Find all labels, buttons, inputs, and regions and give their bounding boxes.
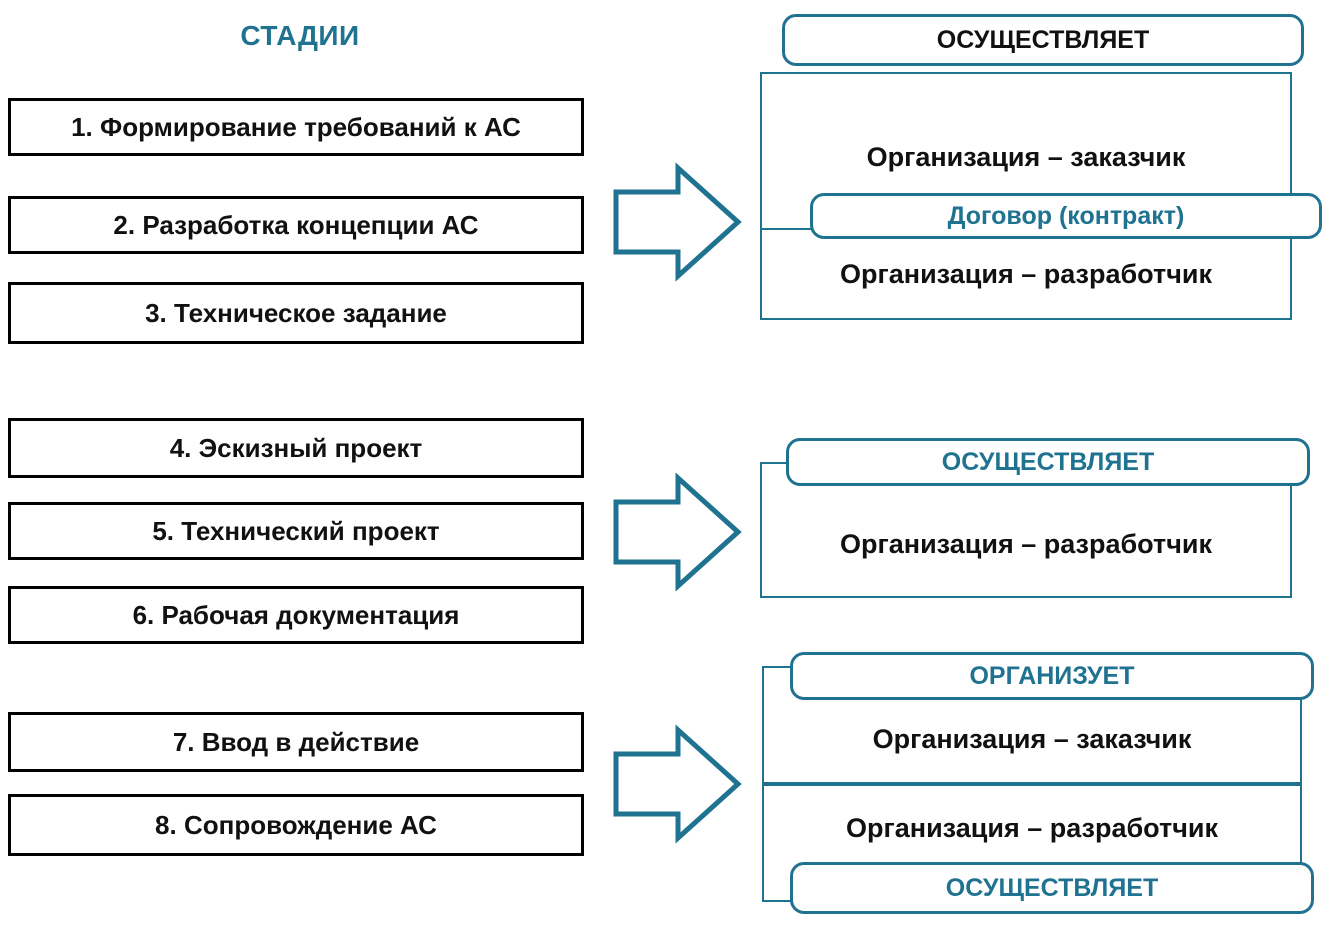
group-1-org-label-2: Организация – разработчик xyxy=(840,258,1212,289)
group-2-action-top-label: ОСУЩЕСТВЛЯЕТ xyxy=(941,447,1155,476)
stage-box-6[interactable] xyxy=(8,586,584,644)
stage-label-5: 5. Технический проект xyxy=(152,515,440,546)
stage-label-4: 4. Эскизный проект xyxy=(169,432,423,463)
stage-box-2[interactable] xyxy=(8,196,584,254)
group-1-contract-label: Договор (контракт) xyxy=(947,201,1185,230)
stage-box-3[interactable] xyxy=(8,282,584,344)
group-1-action-top-label: ОСУЩЕСТВЛЯЕТ xyxy=(936,25,1150,54)
right-arrow-icon-3 xyxy=(612,724,742,844)
stage-box-4[interactable] xyxy=(8,418,584,478)
group-3-action-bottom[interactable] xyxy=(790,862,1314,914)
stage-label-3: 3. Техническое задание xyxy=(145,297,447,328)
stage-box-8[interactable] xyxy=(8,794,584,856)
stage-label-6: 6. Рабочая документация xyxy=(132,599,460,630)
stage-box-1[interactable] xyxy=(8,98,584,156)
right-arrow-icon-2 xyxy=(612,472,742,592)
stage-box-7[interactable] xyxy=(8,712,584,772)
group-3-action-bottom-label: ОСУЩЕСТВЛЯЕТ xyxy=(945,873,1159,902)
group-3-org-label-1: Организация – заказчик xyxy=(872,723,1192,754)
group-1-action-top[interactable] xyxy=(782,14,1304,66)
stage-box-5[interactable] xyxy=(8,502,584,560)
stage-label-8: 8. Сопровождение АС xyxy=(155,809,437,840)
group-3-org-label-2: Организация – разработчик xyxy=(846,812,1218,843)
group-2-org-label-1: Организация – разработчик xyxy=(840,528,1212,559)
group-3-action-top[interactable] xyxy=(790,652,1314,700)
group-2-action-top[interactable] xyxy=(786,438,1310,486)
group-1-org-label-1: Организация – заказчик xyxy=(866,141,1186,172)
stage-label-1: 1. Формирование требований к АС xyxy=(71,111,521,142)
group-3-action-top-label: ОРГАНИЗУЕТ xyxy=(969,661,1135,690)
stages-column-header: СТАДИИ xyxy=(240,20,360,51)
stage-label-7: 7. Ввод в действие xyxy=(172,726,420,757)
right-arrow-icon-1 xyxy=(612,162,742,282)
group-1-contract-box[interactable] xyxy=(810,193,1322,239)
stage-label-2: 2. Разработка концепции АС xyxy=(113,209,479,240)
group-1-org-frame-2 xyxy=(760,228,1292,320)
